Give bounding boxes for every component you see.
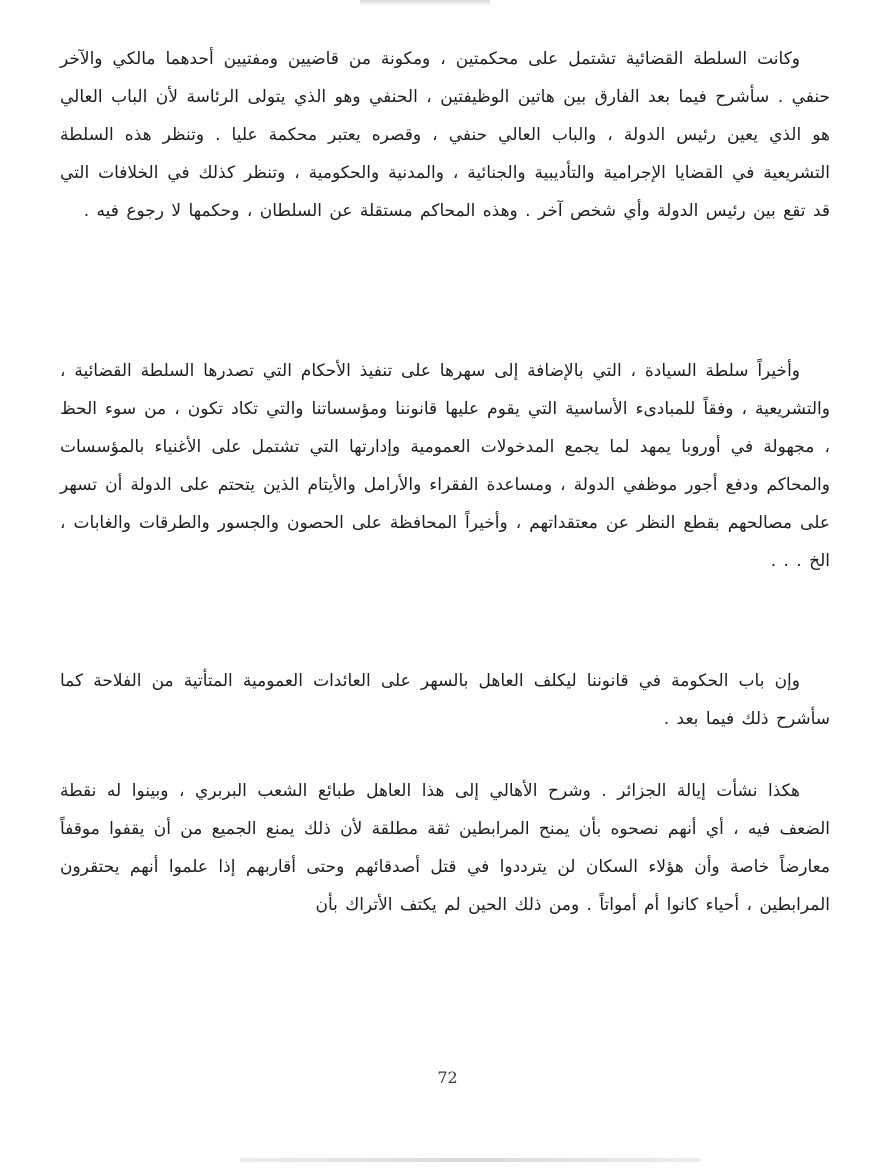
scan-top-shadow — [360, 0, 490, 6]
paragraph-sovereign-authority: وأخيراً سلطة السيادة ، التي بالإضافة إلى سهرها على تنفيذ الأحكام التي تصدرها السلطة القضائية ، والتشريعية ، وفقاً للمبادىء الأساسية التي يقوم عليها قانوننا ومؤسساتنا والتي تكاد تكون ، من سوء الحظ ، مجهولة في أوروبا يمهد لما يجمع المدخولات العمومية وإدارتها التي تشتمل على الأغنياء بالمؤسسات والمحاكم ودفع أجور موظفي الدولة ، ومساعدة الفقراء والأرامل والأيتام الذين يتحتم على الدولة أن تسهر على مصالحهم بقطع النظر عن معتقداتهم ، وأخيراً المحافظة على الحصون والجسور والطرقات والغابات ، الخ . . . — [60, 361, 830, 571]
page-number: 72 — [437, 1068, 458, 1087]
paragraph-government-chapter: وإن باب الحكومة في قانوننا ليكلف العاهل بالسهر على العائدات العمومية المتأتية من الفلاحة كما سأشرح ذلك فيما بعد . — [60, 671, 830, 729]
scan-bottom-edge — [240, 1158, 700, 1162]
paragraph-origin-of-regency: هكذا نشأت إيالة الجزائر . وشرح الأهالي إلى هذا العاهل طبائع الشعب البربري ، وبينوا له نقطة الضعف فيه ، أي أنهم نصحوه بأن يمنح المرابطين ثقة مطلقة لأن ذلك يمنع الجميع من أن يقفوا موقفاً معارضاً خاصة وأن هؤلاء السكان لن يترددوا في قتل أصدقائهم وحتى أقاربهم إذا علموا أنهم يحتقرون المرابطين ، أحياء كانوا أم أمواتاً . ومن ذلك الحين لم يكتف الأتراك بأن — [60, 781, 830, 915]
paragraph-judicial-authority: وكانت السلطة القضائية تشتمل على محكمتين ، ومكونة من قاضيين ومفتيين أحدهما مالكي والآخر حنفي . سأشرح فيما بعد الفارق بين هاتين الوظيفتين ، الحنفي وهو الذي يتولى الرئاسة لأن الباب العالي هو الذي يعين رئيس الدولة ، والباب العالي حنفي ، وقصره يعتبر محكمة عليا . وتنظر هذه السلطة التشريعية في القضايا الإجرامية والتأديبية والجنائية ، والمدنية والحكومية ، وتنظر كذلك في الخلافات التي قد تقع بين رئيس الدولة وأي شخص آخر . وهذه المحاكم مستقلة عن السلطان ، وحكمها لا رجوع فيه . — [60, 49, 830, 221]
